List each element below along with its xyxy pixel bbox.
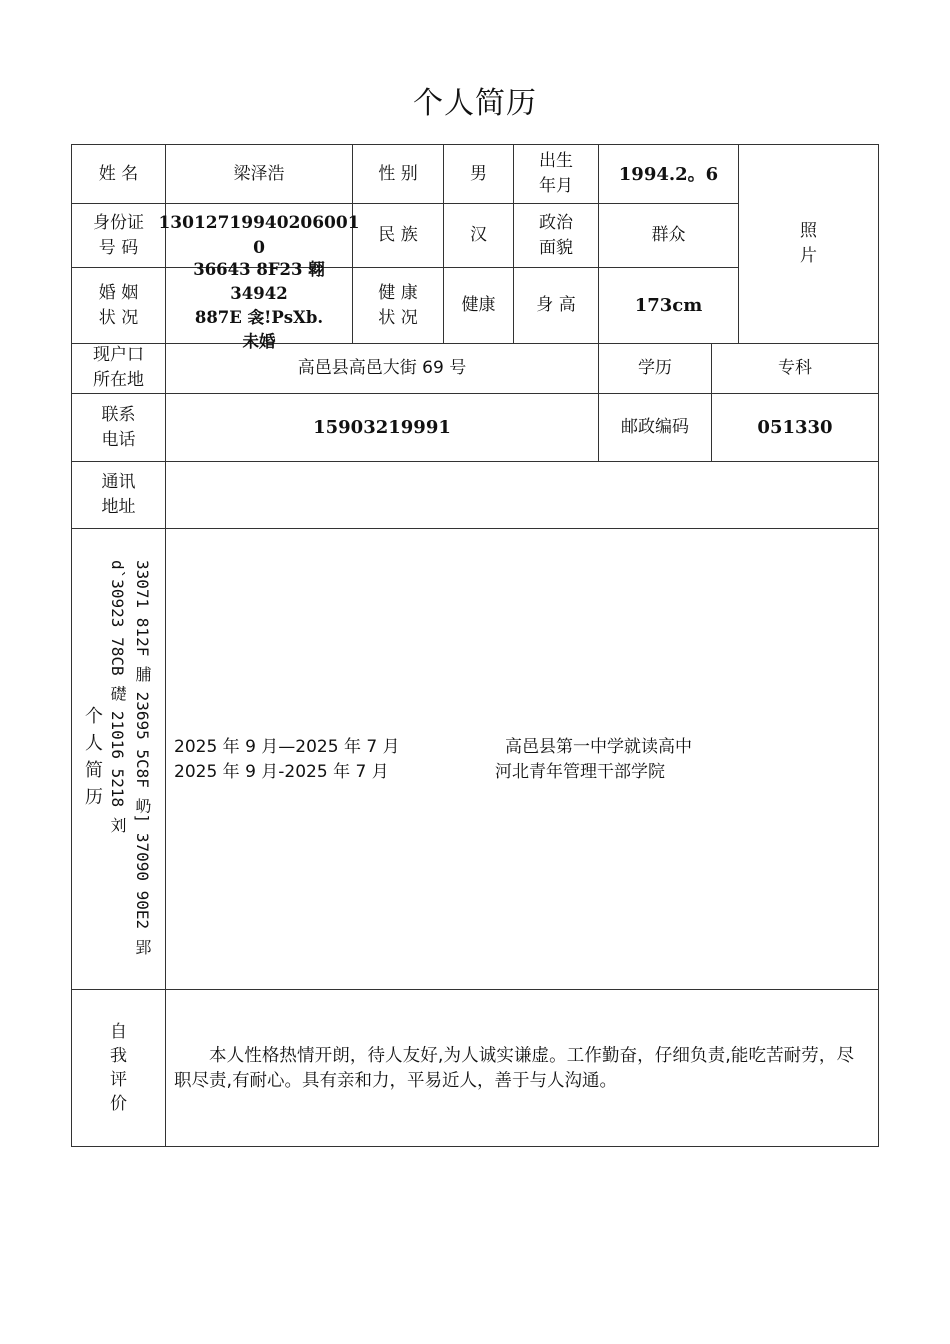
height-value: 173cm: [599, 268, 739, 344]
photo-placeholder: 照 片: [739, 144, 879, 344]
marital-value: 36643 8F23 翺 34942 887E 衾!PsXb. 未婚: [166, 268, 353, 344]
ethnic-label: 民 族: [353, 204, 444, 268]
education-label: 学历: [599, 343, 712, 394]
resume-garbled-text-col1: 33071 812F 脯 23695 5C8F 屷] 37090 90E2 郢: [133, 560, 152, 955]
birth-label: 出生 年月: [514, 144, 599, 204]
birth-value: 1994.2。6: [599, 144, 739, 204]
postcode-value: 051330: [712, 394, 879, 462]
id-label: 身份证 号 码: [71, 204, 166, 268]
address-label: 通讯 地址: [71, 462, 166, 529]
resume-entry-school: 河北青年管理干部学院: [495, 762, 665, 782]
hukou-value: 高邑县高邑大街 69 号: [166, 343, 599, 394]
id-value: 13012719940206001 0: [166, 204, 353, 268]
ethnic-value: 汉: [444, 204, 514, 268]
name-label: 姓 名: [71, 144, 166, 204]
gender-label: 性 别: [353, 144, 444, 204]
resume-entry-date: 2025 年 9 月—2025 年 7 月: [174, 737, 400, 757]
name-value: 梁泽浩: [166, 144, 353, 204]
resume-entry-date: 2025 年 9 月-2025 年 7 月: [174, 762, 389, 782]
resume-garbled-text-col2: d`30923 78CB 礎 21016 5218 刘: [108, 560, 127, 833]
page-title: 个人简历: [413, 86, 537, 121]
height-label: 身 高: [514, 268, 599, 344]
gender-value: 男: [444, 144, 514, 204]
health-value: 健康: [444, 268, 514, 344]
phone-label: 联系 电话: [71, 394, 166, 462]
resume-label: 个 人 简 历: [85, 706, 103, 808]
health-label: 健 康 状 况: [353, 268, 444, 344]
self-eval-label: 自 我 评 价: [71, 989, 166, 1147]
marital-label: 婚 姻 状 况: [71, 268, 166, 344]
hukou-label: 现户口 所在地: [71, 343, 166, 394]
address-value: [166, 462, 879, 529]
self-eval-text: 本人性格热情开朗，待人友好,为人诚实谦虚。工作勤奋，仔细负责,能吃苦耐劳，尽职尽责,有耐心。具有亲和力，平易近人，善于与人沟通。: [174, 1046, 854, 1091]
political-label: 政治 面貌: [514, 204, 599, 268]
postcode-label: 邮政编码: [599, 394, 712, 462]
education-value: 专科: [712, 343, 879, 394]
political-value: 群众: [599, 204, 739, 268]
phone-value: 15903219991: [166, 394, 599, 462]
resume-entry-school: 高邑县第一中学就读高中: [505, 737, 692, 757]
